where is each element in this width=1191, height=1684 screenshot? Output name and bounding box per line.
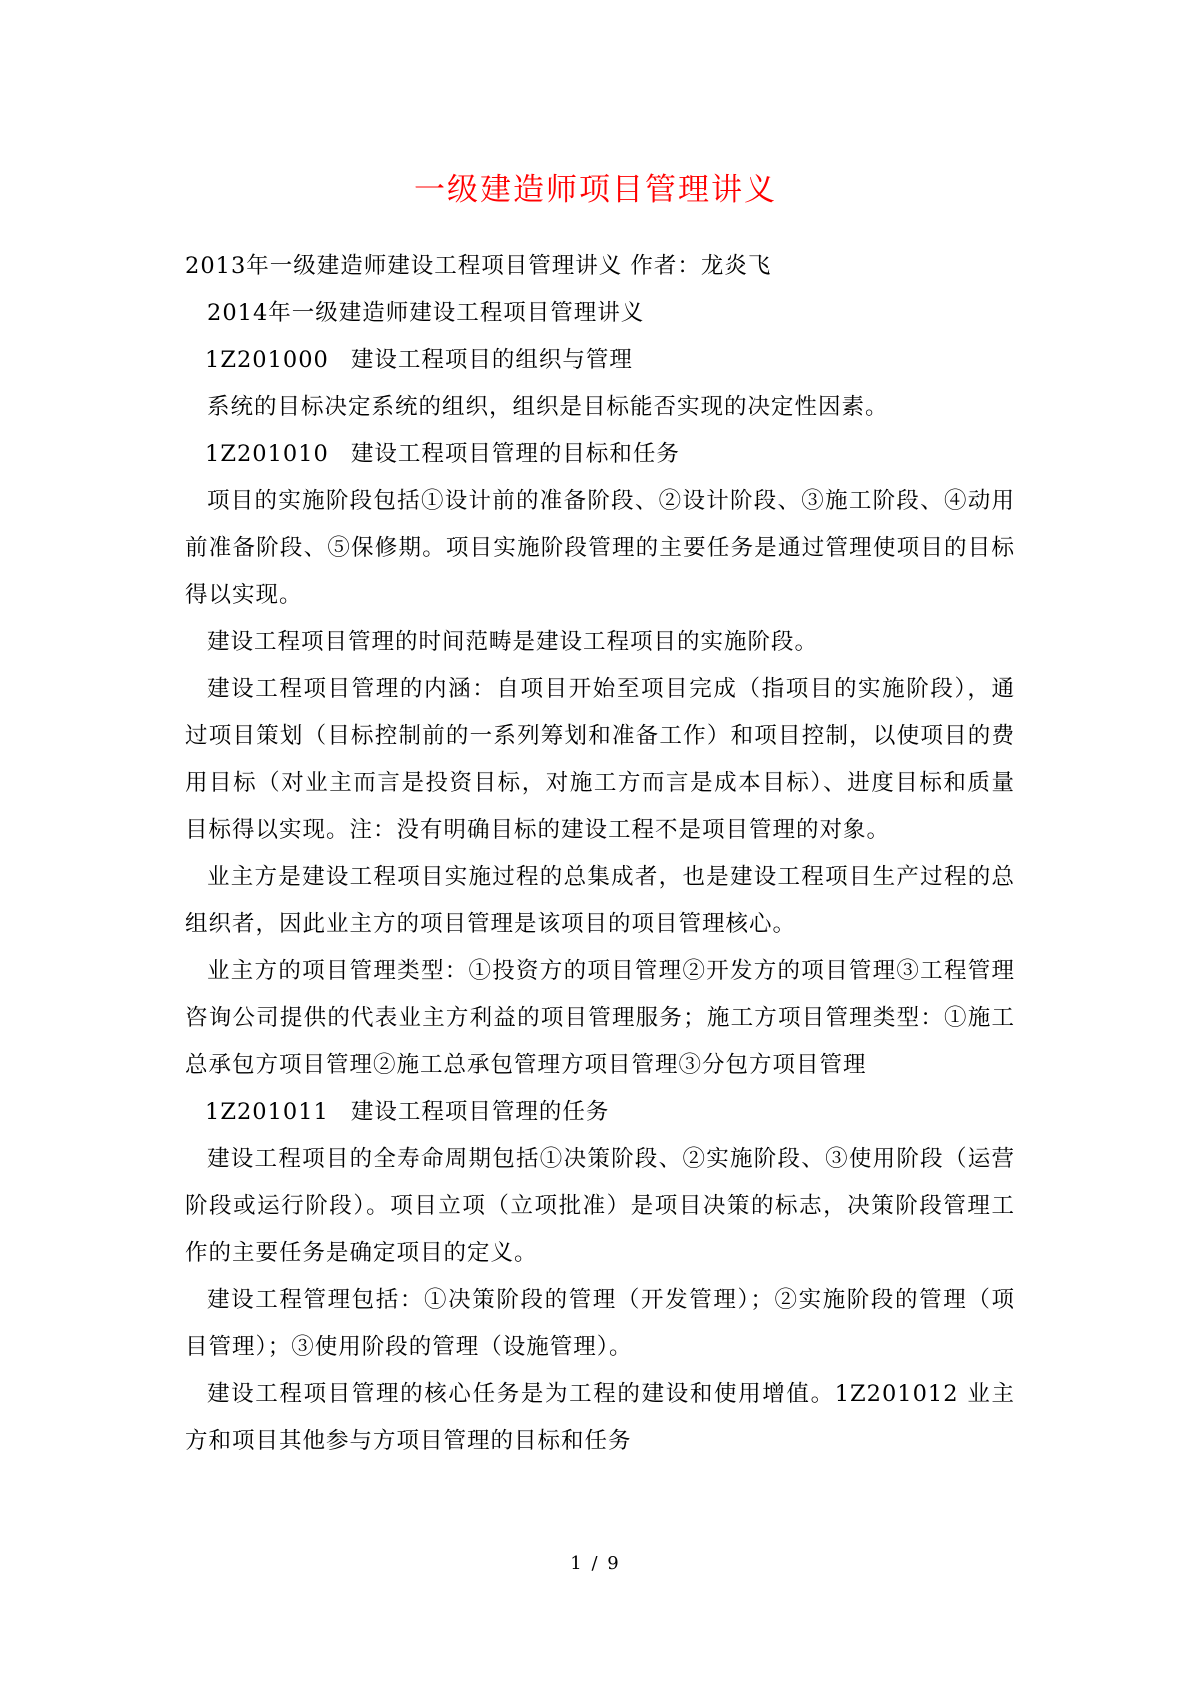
paragraph: 建设工程项目管理的内涵：自项目开始至项目完成（指项目的实施阶段），通过项目策划（目标控制前的一系列筹划和准备工作）和项目控制，以使项目的费用目标（对业主而言是投资目标，对施工方而言是成本目标）、进度目标和质量目标得以实现。注：没有明确目标的建设工程不是项目管理的对象。 <box>185 676 1015 843</box>
paragraph: 建设工程项目管理的时间范畴是建设工程项目的实施阶段。 <box>207 629 819 655</box>
section-heading-1z201010 <box>185 431 1015 478</box>
section-code: 1Z201010 <box>205 441 329 467</box>
paragraph: 业主方是建设工程项目实施过程的总集成者，也是建设工程项目生产过程的总组织者，因此业主方的项目管理是该项目的项目管理核心。 <box>185 864 1015 937</box>
section-code: 1Z201000 <box>205 347 329 373</box>
document-body <box>185 243 1015 1465</box>
page-number: 1 / 9 <box>570 1553 621 1574</box>
document-title: 一级建造师项目管理讲义 <box>414 172 777 208</box>
paragraph: 系统的目标决定系统的组织，组织是目标能否实现的决定性因素。 <box>207 394 889 420</box>
subtitle-line: 2014年一级建造师建设工程项目管理讲义 <box>207 300 645 326</box>
section-heading-1z201011 <box>185 1089 1015 1136</box>
paragraph: 业主方的项目管理类型：①投资方的项目管理②开发方的项目管理③工程管理咨询公司提供的代表业主方利益的项目管理服务；施工方项目管理类型：①施工总承包方项目管理②施工总承包管理方项目管理③分包方项目管理 <box>185 958 1015 1078</box>
section-code: 1Z201011 <box>205 1099 329 1125</box>
paragraph: 建设工程项目管理的核心任务是为工程的建设和使用增值。1Z201012 业主方和项目其他参与方项目管理的目标和任务 <box>185 1381 1015 1454</box>
paragraph: 项目的实施阶段包括①设计前的准备阶段、②设计阶段、③施工阶段、④动用前准备阶段、⑤保修期。项目实施阶段管理的主要任务是通过管理使项目的目标得以实现。 <box>185 488 1015 608</box>
paragraph: 建设工程项目的全寿命周期包括①决策阶段、②实施阶段、③使用阶段（运营阶段或运行阶段）。项目立项（立项批准）是项目决策的标志，决策阶段管理工作的主要任务是确定项目的定义。 <box>185 1146 1015 1266</box>
intro-line: 2013年一级建造师建设工程项目管理讲义 作者：龙炎飞 <box>185 253 772 279</box>
section-title: 建设工程项目管理的任务 <box>350 1099 610 1125</box>
section-heading-1z201000 <box>185 337 1015 384</box>
section-title: 建设工程项目的组织与管理 <box>350 347 633 373</box>
section-title: 建设工程项目管理的目标和任务 <box>350 441 680 467</box>
paragraph: 建设工程管理包括：①决策阶段的管理（开发管理）；②实施阶段的管理（项目管理）；③使用阶段的管理（设施管理）。 <box>185 1287 1015 1360</box>
